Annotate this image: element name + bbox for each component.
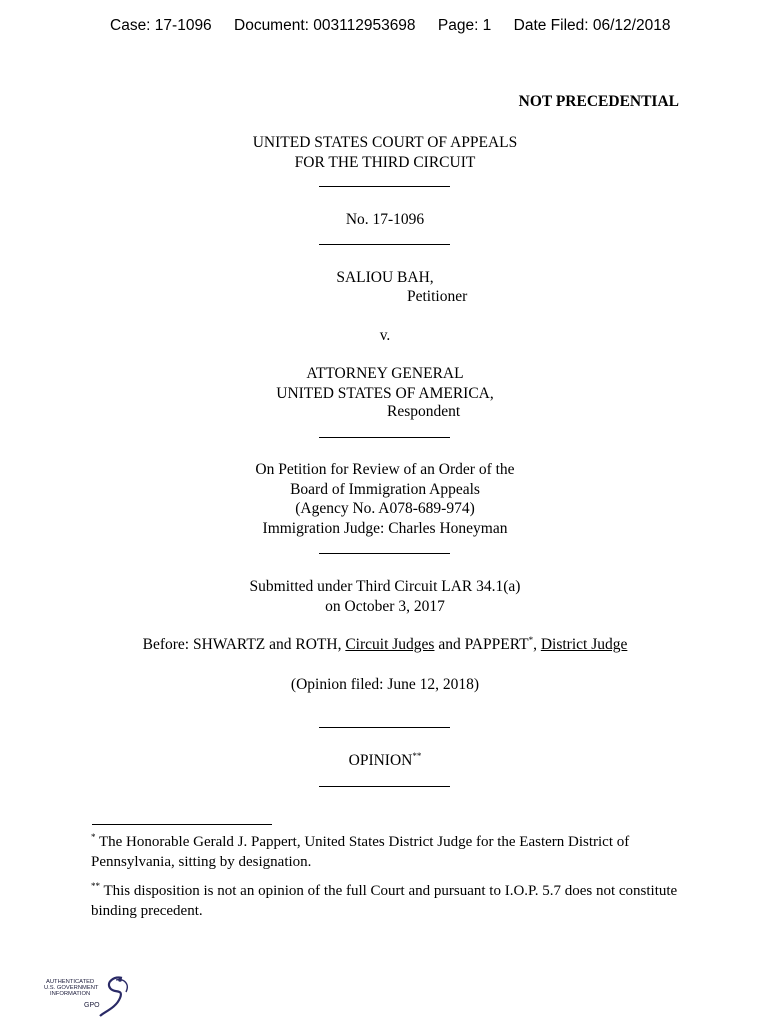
header-case: Case: 17-1096 bbox=[110, 17, 212, 34]
header-date-filed: Date Filed: 06/12/2018 bbox=[513, 17, 671, 34]
logo-text-4: GPO bbox=[84, 1002, 100, 1009]
respondent-line-2: UNITED STATES OF AMERICA, bbox=[276, 384, 494, 402]
footnote-1-mark: * bbox=[91, 832, 96, 842]
respondent bbox=[0, 364, 770, 403]
versus: v. bbox=[379, 327, 391, 344]
petitioner-role: Petitioner bbox=[407, 288, 468, 305]
court-line-2: FOR THE THIRD CIRCUIT bbox=[294, 153, 476, 171]
logo-text-1: AUTHENTICATED bbox=[46, 979, 95, 985]
divider-5 bbox=[319, 727, 450, 728]
divider-6 bbox=[319, 786, 450, 787]
petition-info bbox=[0, 460, 770, 538]
case-number: No. 17-1096 bbox=[345, 211, 425, 228]
divider-3 bbox=[319, 437, 450, 438]
before-comma: , bbox=[533, 636, 541, 653]
circuit-judges-label: Circuit Judges bbox=[345, 636, 435, 653]
district-judge-label: District Judge bbox=[540, 636, 628, 653]
header-page: Page: 1 bbox=[437, 17, 492, 34]
divider-4 bbox=[319, 553, 450, 554]
footnote-2 bbox=[91, 882, 691, 921]
opinion-filed: (Opinion filed: June 12, 2018) bbox=[290, 676, 480, 693]
footnote-ref-1: * bbox=[528, 635, 534, 645]
before-prefix: Before: SHWARTZ and ROTH, bbox=[142, 636, 346, 653]
document-header bbox=[110, 16, 670, 36]
header-document: Document: 003112953698 bbox=[234, 17, 416, 34]
footnote-2-text: This disposition is not an opinion of the full Court and pursuant to I.O.P. 5.7 does not constitute binding precedent. bbox=[91, 883, 678, 919]
divider-2 bbox=[319, 244, 450, 245]
footnote-2-mark: ** bbox=[91, 881, 100, 891]
footnote-1 bbox=[91, 833, 691, 872]
respondent-line-1: ATTORNEY GENERAL bbox=[306, 365, 464, 382]
panel-judges bbox=[0, 635, 770, 655]
footnote-ref-2: ** bbox=[412, 751, 422, 761]
respondent-role: Respondent bbox=[387, 403, 461, 420]
divider-1 bbox=[319, 186, 450, 187]
petitioner-name: SALIOU BAH, bbox=[336, 269, 434, 286]
petition-line-1: On Petition for Review of an Order of the bbox=[255, 461, 515, 478]
submitted-info bbox=[0, 577, 770, 616]
petition-line-2: Board of Immigration Appeals bbox=[290, 480, 480, 498]
logo-text-3: INFORMATION bbox=[50, 991, 91, 997]
footnote-separator bbox=[92, 824, 272, 825]
eagle-icon bbox=[100, 978, 122, 1016]
logo-text-2: U.S. GOVERNMENT bbox=[44, 985, 99, 991]
court-line-1: UNITED STATES COURT OF APPEALS bbox=[252, 134, 518, 151]
precedential-status: NOT PRECEDENTIAL bbox=[518, 93, 679, 110]
petition-line-3: (Agency No. A078-689-974) bbox=[295, 500, 475, 517]
submitted-line-1: Submitted under Third Circuit LAR 34.1(a) bbox=[249, 578, 521, 595]
opinion-heading bbox=[0, 751, 770, 771]
footnote-1-text: The Honorable Gerald J. Pappert, United States District Judge for the Eastern District of Pennsylvania, sitting by designation. bbox=[91, 834, 630, 870]
submitted-line-2: on October 3, 2017 bbox=[325, 597, 445, 615]
court-name bbox=[0, 133, 770, 172]
before-pappert: and PAPPERT bbox=[434, 636, 529, 653]
petition-line-4: Immigration Judge: Charles Honeyman bbox=[262, 519, 508, 537]
opinion-label: OPINION bbox=[348, 752, 413, 769]
gpo-authenticated-logo bbox=[44, 974, 134, 1018]
